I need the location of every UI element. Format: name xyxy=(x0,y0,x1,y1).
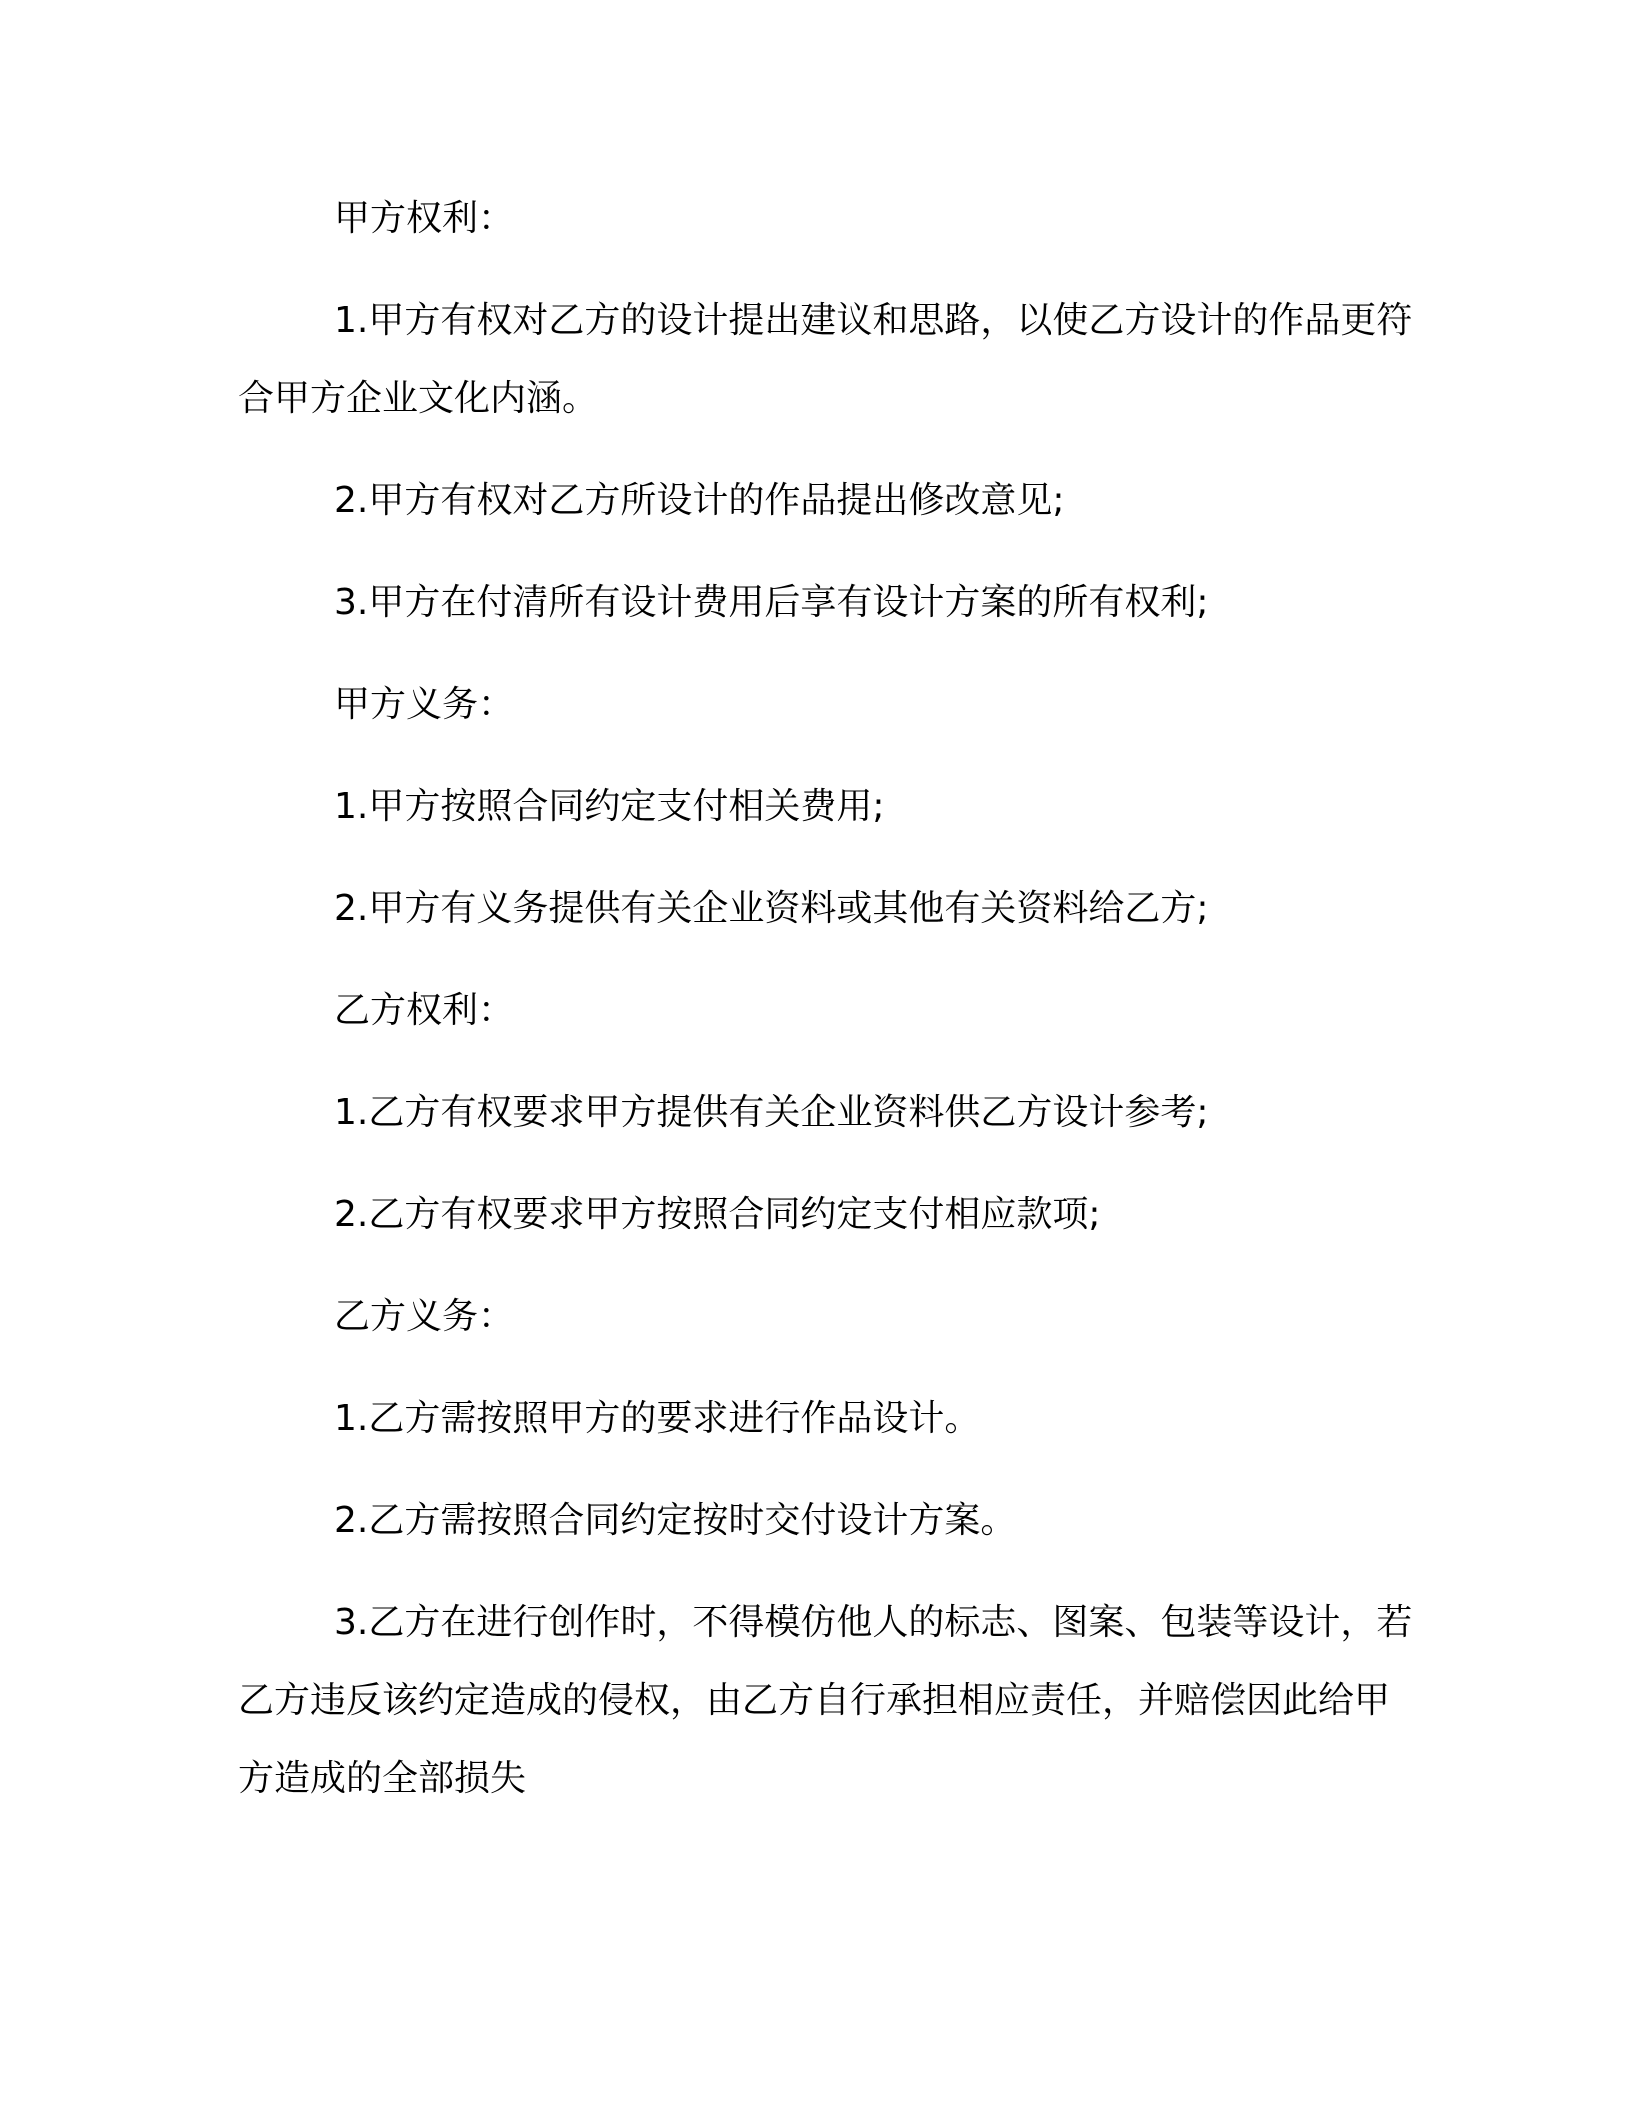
party-b-right-2: 2.乙方有权要求甲方按照合同约定支付相应款项; xyxy=(334,1194,1101,1235)
party-a-obligation-2: 2.甲方有义务提供有关企业资料或其他有关资料给乙方; xyxy=(334,888,1209,929)
party-a-right-2: 2.甲方有权对乙方所设计的作品提出修改意见; xyxy=(334,480,1065,521)
party-a-obligation-1: 1.甲方按照合同约定支付相关费用; xyxy=(334,786,885,827)
section-heading-party-b-rights: 乙方权利： xyxy=(334,990,515,1031)
section-heading-party-a-obligations: 甲方义务： xyxy=(334,684,515,725)
party-a-right-3: 3.甲方在付清所有设计费用后享有设计方案的所有权利; xyxy=(334,582,1209,623)
section-heading-party-a-rights: 甲方权利： xyxy=(334,198,515,239)
party-a-right-1: 1.甲方有权对乙方的设计提出建议和思路，以使乙方设计的作品更符合甲方企业文化内涵。 xyxy=(238,300,1413,419)
party-b-right-1: 1.乙方有权要求甲方提供有关企业资料供乙方设计参考; xyxy=(334,1092,1209,1133)
party-b-obligation-2: 2.乙方需按照合同约定按时交付设计方案。 xyxy=(334,1500,1017,1541)
party-b-obligation-3: 3.乙方在进行创作时，不得模仿他人的标志、图案、包装等设计，若乙方违反该约定造成的侵权，由乙方自行承担相应责任，并赔偿因此给甲方造成的全部损失 xyxy=(238,1602,1413,1799)
section-heading-party-b-obligations: 乙方义务： xyxy=(334,1296,515,1337)
party-b-obligation-1: 1.乙方需按照甲方的要求进行作品设计。 xyxy=(334,1398,981,1439)
